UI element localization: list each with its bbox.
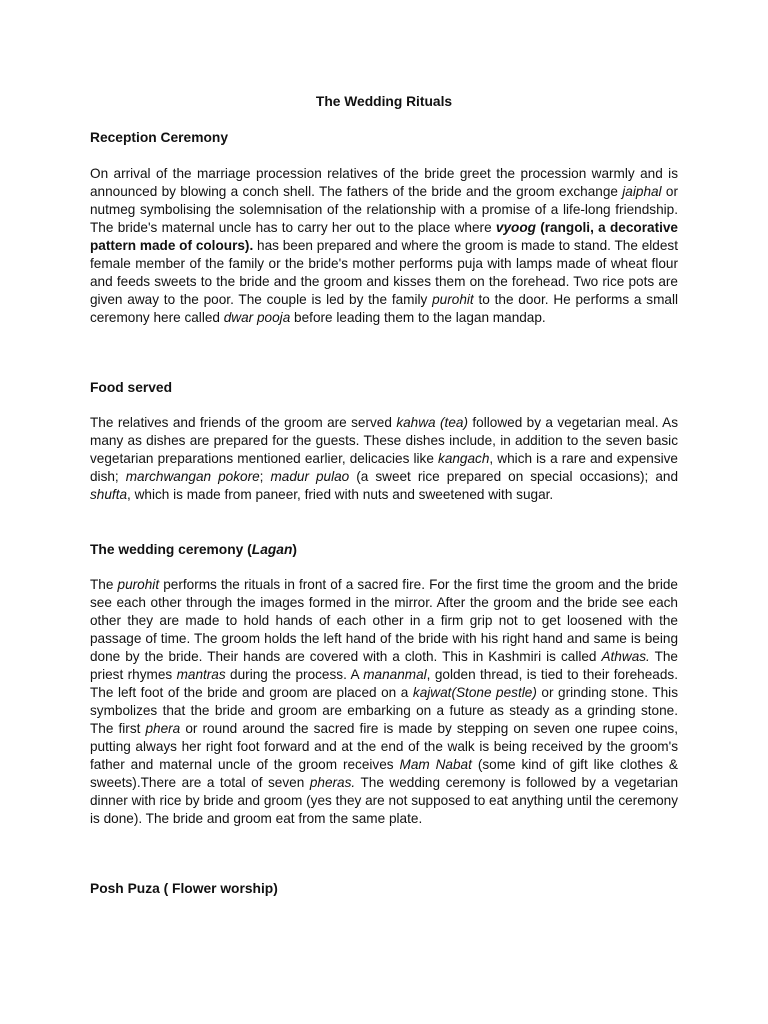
paragraph-reception: On arrival of the marriage procession relatives of the bride greet the procession warmly and is announced by blowing a conch shell. The fathers of the bride and the groom exchange jaiphal or nutmeg symbolising the solemnisation of the relationship with a promise of a life-long friendship. The bride's maternal uncle has to carry her out to the place where vyoog (rangoli, a decorative pattern made of colours). has been prepared and where the groom is made to stand. The eldest female member of the family or the bride's mother performs puja with lamps made of wheat flour and feeds sweets to the bride and the groom and kisses them on the forehead. Two rice pots are given away to the poor. The couple is led by the family purohit to the door. He performs a small ceremony here called dwar pooja before leading them to the lagan mandap. <box>90 166 678 325</box>
paragraph-lagan: The purohit performs the rituals in front of a sacred fire. For the first time the groom and the bride see each other through the images formed in the mirror. After the groom and the bride see each other they are made to hold hands of each other in a firm grip not to get loosened with the passage of time. The groom holds the left hand of the bride with his right hand and same is being done by the bride. Their hands are covered with a cloth. This in Kashmiri is called Athwas. The priest rhymes mantras during the process. A mananmal, golden thread, is tied to their foreheads. The left foot of the bride and groom are placed on a kajwat(Stone pestle) or grinding stone. This symbolizes that the bride and groom are embarking on a future as steady as a grinding stone. The first phera or round around the sacred fire is made by stepping on seven one rupee coins, putting always her right foot forward and at the end of the walk is being received by the groom's father and maternal uncle of the groom receives Mam Nabat (some kind of gift like clothes & sweets).There are a total of seven pheras. The wedding ceremony is followed by a vegetarian dinner with rice by bride and groom (yes they are not supposed to eat anything until the ceremony is done). The bride and groom eat from the same plate. <box>90 577 679 826</box>
document-title: The Wedding Rituals <box>315 94 453 109</box>
heading-posh-puza: Posh Puza ( Flower worship) <box>90 881 278 896</box>
heading-reception-ceremony: Reception Ceremony <box>90 130 229 145</box>
heading-food-served: Food served <box>90 380 173 395</box>
heading-wedding-ceremony: The wedding ceremony (Lagan) <box>90 542 298 557</box>
paragraph-food: The relatives and friends of the groom are served kahwa (tea) followed by a vegetarian meal. As many as dishes are prepared for the guests. These dishes include, in addition to the seven basic vegetarian preparations mentioned earlier, delicacies like kangach, which is a rare and expensive dish; marchwangan pokore; madur pulao (a sweet rice prepared on special occasions); and shufta, which is made from paneer, fried with nuts and sweetened with sugar. <box>90 415 678 502</box>
